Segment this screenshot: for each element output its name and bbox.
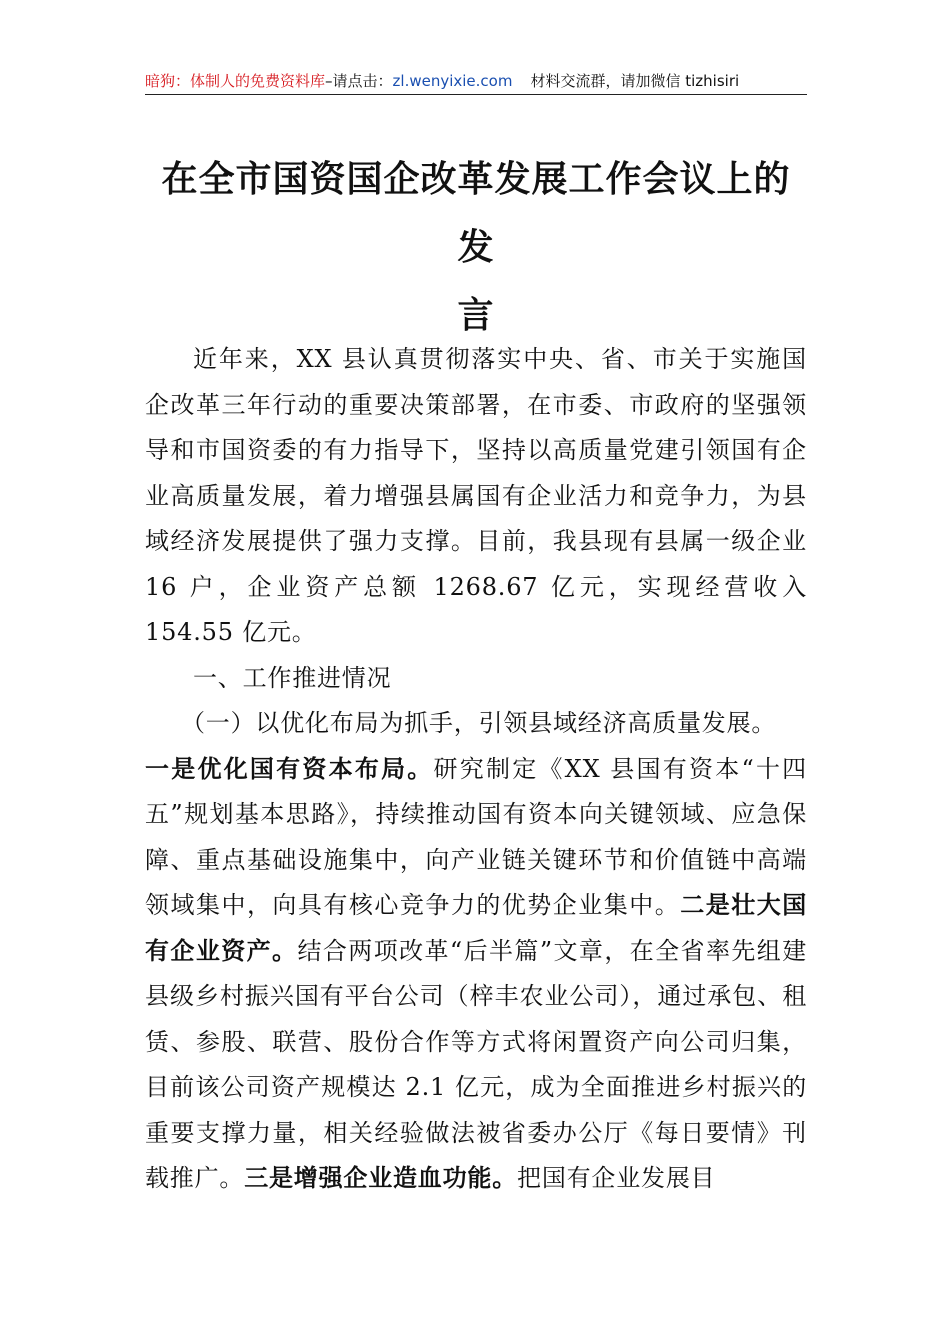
title-line-2: 言 bbox=[457, 294, 495, 336]
point-2-label: 二是壮大国有企业资产。 bbox=[145, 891, 807, 965]
section-heading: 一、工作推进情况 bbox=[193, 663, 392, 692]
header-promo: 暗狗：体制人的免费资料库 bbox=[145, 72, 326, 90]
points-paragraph bbox=[145, 747, 807, 1202]
point-1-label: 一是优化国有资本布局。 bbox=[145, 754, 434, 783]
point-3-text: 把国有企业发展目 bbox=[517, 1164, 716, 1192]
page-header bbox=[145, 70, 807, 95]
header-url-link[interactable]: zl.wenyixie.com bbox=[392, 72, 513, 90]
title-line-1: 在全市国资国企改革发展工作会议上的发 bbox=[161, 158, 791, 268]
document-title bbox=[145, 145, 807, 349]
point-1-text: 研究制定《XX 县国有资本“十四五”规划基本思路》，持续推动国有资本向关键领域、应急保障、重点基础设施集中，向产业链关键环节和价值链中高端领域集中，向具有核心竞争力的优势企业集中。 bbox=[145, 754, 807, 919]
intro-paragraph: 近年来，XX 县认真贯彻落实中央、省、市关于实施国企改革三年行动的重要决策部署，在市委、市政府的坚强领导和市国资委的有力指导下，坚持以高质量党建引领国有企业高质量发展，着力增强县属国有企业活力和竞争力，为县域经济发展提供了强力支撑。目前，我县现有县属一级企业 16 户，企业资产总额 1268.67 亿元，实现经营收入 154.55 亿元。 bbox=[145, 345, 807, 646]
point-2-text: 结合两项改革“后半篇”文章，在全省率先组建县级乡村振兴国有平台公司（梓丰农业公司），通过承包、租赁、参股、联营、股份合作等方式将闲置资产向公司归集，目前该公司资产规模达 2.1 亿元，成为全面推进乡村振兴的重要支撑力量，相关经验做法被省委办公厅《每日要情》刊载推广。 bbox=[145, 936, 807, 1192]
point-3-label: 三是增强企业造血功能。 bbox=[244, 1164, 518, 1192]
header-right-note: 材料交流群，请加微信 tizhisiri bbox=[530, 72, 740, 90]
subsection-heading: （一）以优化布局为抓手，引领县域经济高质量发展。 bbox=[181, 709, 777, 737]
header-click-prefix: –请点击： bbox=[325, 72, 393, 90]
document-body bbox=[145, 337, 807, 1202]
